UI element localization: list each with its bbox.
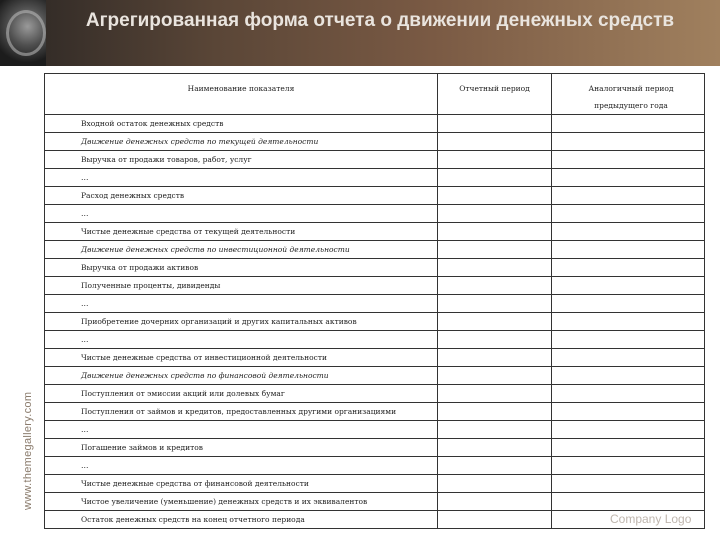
row-label: Остаток денежных средств на конец отчетного периода bbox=[45, 511, 438, 529]
row-label: Погашение займов и кредитов bbox=[45, 439, 438, 457]
table-row bbox=[45, 277, 705, 295]
row-label: Поступления от займов и кредитов, предоставленных другими организациями bbox=[45, 403, 438, 421]
row-label: … bbox=[45, 295, 438, 313]
table-row bbox=[45, 115, 705, 133]
row-label: Чистые денежные средства от текущей деятельности bbox=[45, 223, 438, 241]
row-label: Поступления от эмиссии акций или долевых бумаг bbox=[45, 385, 438, 403]
reporting-period-value bbox=[438, 223, 552, 241]
row-label: Чистые денежные средства от инвестиционной деятельности bbox=[45, 349, 438, 367]
reporting-period-value bbox=[438, 331, 552, 349]
slide-title: Агрегированная форма отчета о движении денежных средств bbox=[85, 10, 675, 31]
table-row bbox=[45, 511, 705, 529]
row-label: Приобретение дочерних организаций и других капитальных активов bbox=[45, 313, 438, 331]
reporting-period-value bbox=[438, 151, 552, 169]
table-row bbox=[45, 385, 705, 403]
previous-period-value bbox=[552, 133, 705, 151]
reporting-period-value bbox=[438, 511, 552, 529]
table-row bbox=[45, 493, 705, 511]
row-label: Движение денежных средств по текущей деятельности bbox=[45, 133, 438, 151]
row-label: … bbox=[45, 205, 438, 223]
table-row bbox=[45, 169, 705, 187]
previous-period-value bbox=[552, 331, 705, 349]
row-label: Выручка от продажи товаров, работ, услуг bbox=[45, 151, 438, 169]
previous-period-value bbox=[552, 277, 705, 295]
reporting-period-value bbox=[438, 169, 552, 187]
previous-period-value bbox=[552, 205, 705, 223]
reporting-period-value bbox=[438, 277, 552, 295]
previous-period-value bbox=[552, 259, 705, 277]
row-label: Чистое увеличение (уменьшение) денежных средств и их эквивалентов bbox=[45, 493, 438, 511]
previous-period-value bbox=[552, 151, 705, 169]
previous-period-value bbox=[552, 457, 705, 475]
previous-period-value bbox=[552, 475, 705, 493]
row-label: … bbox=[45, 457, 438, 475]
table-row bbox=[45, 241, 705, 259]
header-indicator-name: Наименование показателя bbox=[45, 74, 438, 115]
previous-period-value bbox=[552, 493, 705, 511]
table-row bbox=[45, 205, 705, 223]
row-label: … bbox=[45, 421, 438, 439]
reporting-period-value bbox=[438, 241, 552, 259]
previous-period-value bbox=[552, 439, 705, 457]
cash-flow-table bbox=[44, 73, 705, 529]
table-row bbox=[45, 313, 705, 331]
row-label: Выручка от продажи активов bbox=[45, 259, 438, 277]
reporting-period-value bbox=[438, 475, 552, 493]
reporting-period-value bbox=[438, 439, 552, 457]
header-reporting-period: Отчетный период bbox=[438, 74, 552, 115]
table-row bbox=[45, 133, 705, 151]
previous-period-value bbox=[552, 187, 705, 205]
row-label: Движение денежных средств по инвестиционной деятельности bbox=[45, 241, 438, 259]
previous-period-value bbox=[552, 385, 705, 403]
slide-header bbox=[0, 0, 720, 66]
reporting-period-value bbox=[438, 385, 552, 403]
previous-period-value bbox=[552, 421, 705, 439]
company-logo: Company Logo bbox=[610, 512, 692, 526]
row-label: Входной остаток денежных средств bbox=[45, 115, 438, 133]
header-photo bbox=[0, 0, 46, 66]
table-row bbox=[45, 439, 705, 457]
ring-decoration bbox=[6, 10, 46, 56]
reporting-period-value bbox=[438, 421, 552, 439]
reporting-period-value bbox=[438, 187, 552, 205]
table-row bbox=[45, 223, 705, 241]
previous-period-value bbox=[552, 313, 705, 331]
website-label: www.themegallery.com bbox=[22, 391, 34, 510]
reporting-period-value bbox=[438, 205, 552, 223]
row-label: Расход денежных средств bbox=[45, 187, 438, 205]
reporting-period-value bbox=[438, 367, 552, 385]
previous-period-value bbox=[552, 169, 705, 187]
table-row bbox=[45, 295, 705, 313]
table-row bbox=[45, 331, 705, 349]
row-label: Чистые денежные средства от финансовой деятельности bbox=[45, 475, 438, 493]
header-previous-period: Аналогичный период предыдущего года bbox=[552, 74, 705, 115]
row-label: Полученные проценты, дивиденды bbox=[45, 277, 438, 295]
reporting-period-value bbox=[438, 115, 552, 133]
reporting-period-value bbox=[438, 349, 552, 367]
reporting-period-value bbox=[438, 403, 552, 421]
table-row bbox=[45, 259, 705, 277]
previous-period-value bbox=[552, 403, 705, 421]
row-label: … bbox=[45, 331, 438, 349]
previous-period-value bbox=[552, 349, 705, 367]
table-row bbox=[45, 475, 705, 493]
table-row bbox=[45, 421, 705, 439]
reporting-period-value bbox=[438, 259, 552, 277]
table-row bbox=[45, 367, 705, 385]
reporting-period-value bbox=[438, 295, 552, 313]
previous-period-value bbox=[552, 241, 705, 259]
table-row bbox=[45, 403, 705, 421]
table-row bbox=[45, 187, 705, 205]
previous-period-value bbox=[552, 223, 705, 241]
previous-period-value bbox=[552, 115, 705, 133]
reporting-period-value bbox=[438, 493, 552, 511]
previous-period-value bbox=[552, 295, 705, 313]
row-label: … bbox=[45, 169, 438, 187]
table-header-row bbox=[45, 74, 705, 115]
row-label: Движение денежных средств по финансовой деятельности bbox=[45, 367, 438, 385]
reporting-period-value bbox=[438, 457, 552, 475]
table-row bbox=[45, 349, 705, 367]
table-row bbox=[45, 457, 705, 475]
reporting-period-value bbox=[438, 313, 552, 331]
reporting-period-value bbox=[438, 133, 552, 151]
previous-period-value bbox=[552, 367, 705, 385]
table-row bbox=[45, 151, 705, 169]
